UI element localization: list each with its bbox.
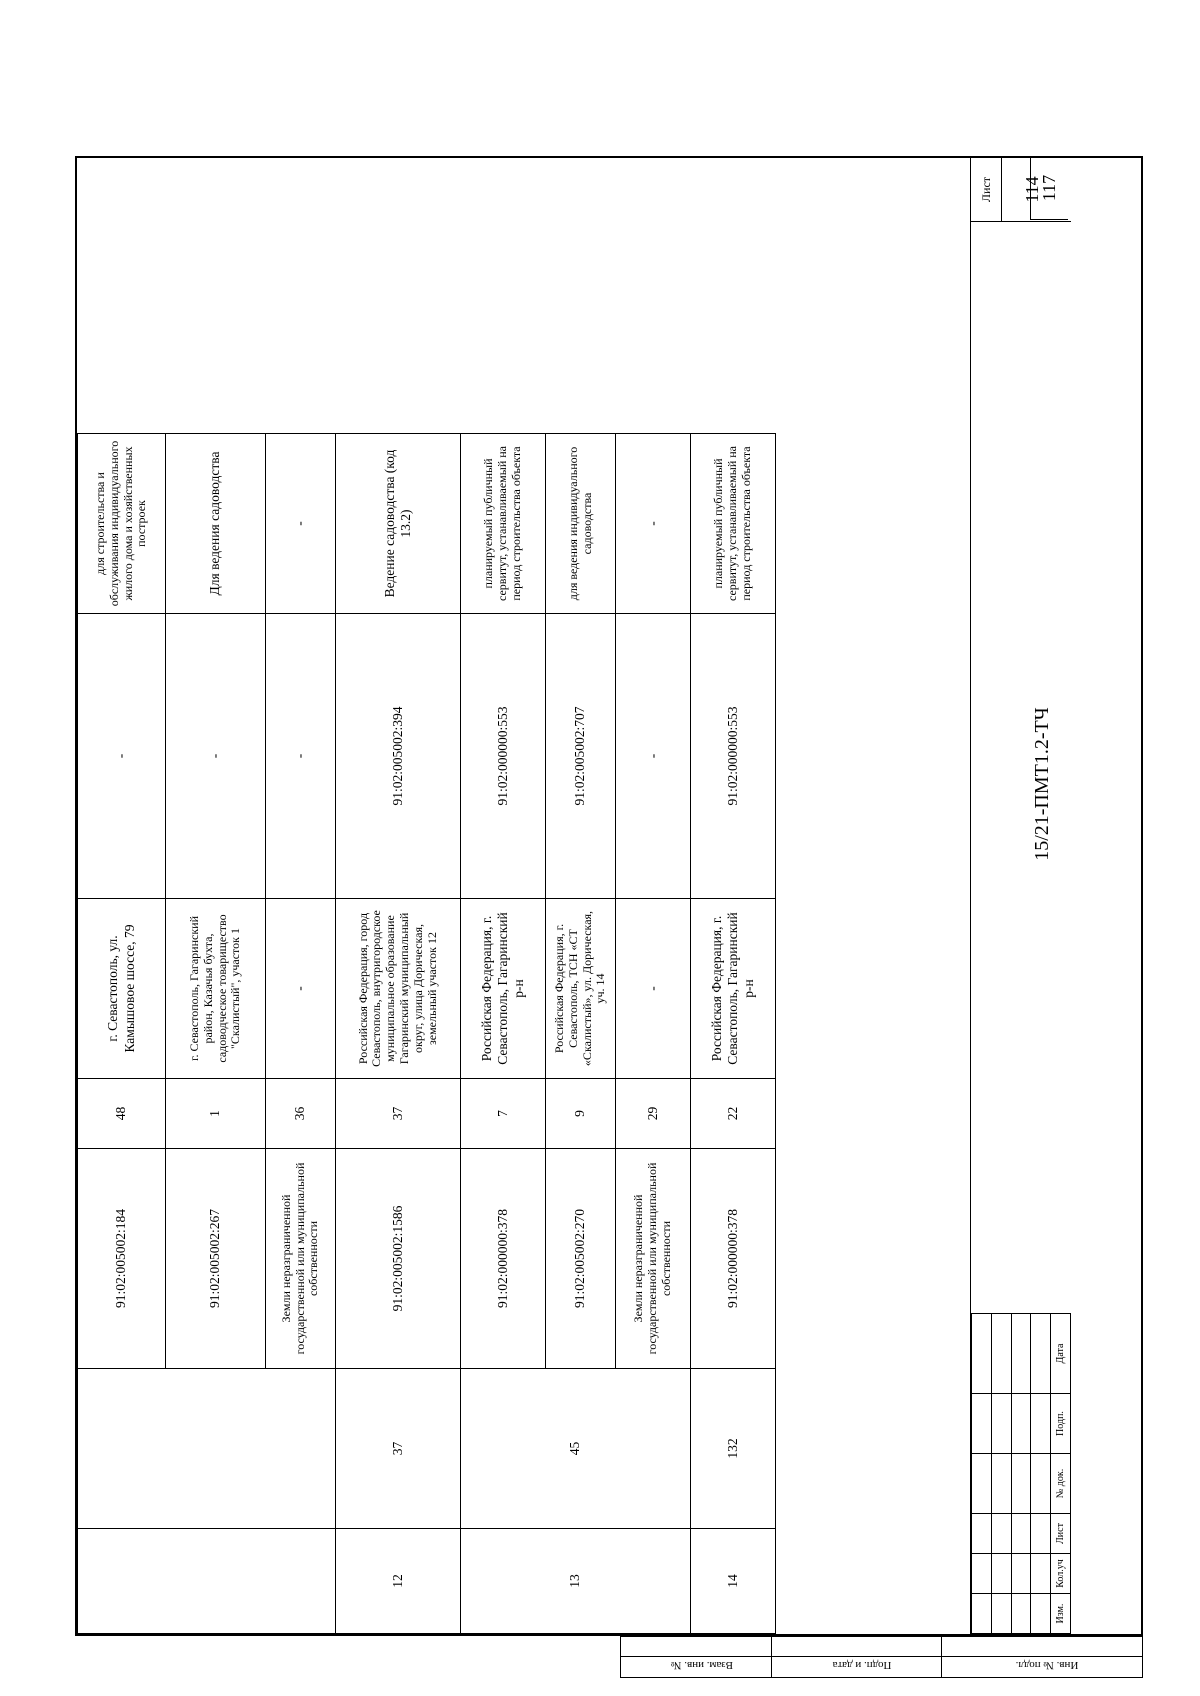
cell-part: 29 <box>616 1079 691 1149</box>
table-row <box>78 434 166 1634</box>
cell-address: г. Севастополь, ул. Камышовое шоссе, 79 <box>78 899 166 1079</box>
cell-cad: 91:02:005002:184 <box>78 1149 166 1369</box>
land-plots-table <box>77 433 776 1634</box>
cell-part: 1 <box>166 1079 266 1149</box>
cell-cad2: 91:02:005002:707 <box>546 614 616 899</box>
cell-use: планируемый публичный сервитут, устанавливаемый на период строительства объекта <box>691 434 776 614</box>
side-label-podp: Подп. и дата <box>832 1659 892 1671</box>
cell-use: - <box>266 434 336 614</box>
cell-address: Российская Федерация, город Севастополь, внутригородское муниципальное образование Гагаринский муниципальный округ, улица Дорическая, земельный участок 12 <box>336 899 461 1079</box>
label-izm: Изм. <box>1051 1594 1071 1634</box>
cell-address: Российская Федерация, г. Севастополь, ТСН «СТ «Скалистый», ул. Дорическая, уч. 14 <box>546 899 616 1079</box>
cell-use: Ведение садоводства (код 13.2) <box>336 434 461 614</box>
cell-use: - <box>616 434 691 614</box>
cell-area <box>78 1369 336 1529</box>
cell-use: для строительства и обслуживания индивидуального жилого дома и хозяйственных построек <box>78 434 166 614</box>
table-row <box>691 434 776 1634</box>
cell-address: - <box>266 899 336 1079</box>
document-code: 15/21-ПМТ1.2-ТЧ <box>1031 707 1053 861</box>
cell-part: 36 <box>266 1079 336 1149</box>
revision-grid <box>971 1313 1071 1634</box>
cell-cad2: - <box>616 614 691 899</box>
cell-cad: 91:02:000000:378 <box>461 1149 546 1369</box>
cell-num: 12 <box>336 1529 461 1634</box>
side-label-vzam: Взам. инв. № <box>671 1659 733 1671</box>
label-n-dok: № док. <box>1051 1454 1071 1514</box>
sheet-label: Лист <box>971 158 1002 221</box>
cell-cad: 91:02:005002:267 <box>166 1149 266 1369</box>
cell-cad2: 91:02:005002:394 <box>336 614 461 899</box>
cell-use: для ведения индивидуального садоводства <box>546 434 616 614</box>
side-stamp-strip <box>620 1636 1143 1678</box>
side-label-inv: Инв. № подл. <box>1015 1659 1079 1671</box>
cell-part: 9 <box>546 1079 616 1149</box>
cell-cad: Земли неразграниченной государственной или муниципальной собственности <box>266 1149 336 1369</box>
rotated-sheet <box>0 72 1200 1696</box>
page-number: 117 <box>1030 156 1068 220</box>
cell-area: 37 <box>336 1369 461 1529</box>
cell-part: 22 <box>691 1079 776 1149</box>
cell-area: 45 <box>461 1369 691 1529</box>
cell-num: 14 <box>691 1529 776 1634</box>
cell-cad: 91:02:000000:378 <box>691 1149 776 1369</box>
cell-cad: 91:02:005002:1586 <box>336 1149 461 1369</box>
cell-cad2: - <box>78 614 166 899</box>
cell-address: Российская Федерация, г. Севастополь, Гагаринский р-н <box>691 899 776 1079</box>
title-block <box>970 158 1144 1634</box>
cell-cad2: - <box>266 614 336 899</box>
cell-cad2: 91:02:000000:553 <box>461 614 546 899</box>
sheet-number: 114 <box>1022 176 1042 203</box>
cell-address: Российская Федерация, г. Севастополь, Гагаринский р-н <box>461 899 546 1079</box>
page-frame <box>75 156 1143 1636</box>
table-row <box>461 434 546 1634</box>
table-row <box>336 434 461 1634</box>
cell-part: 48 <box>78 1079 166 1149</box>
cell-cad: 91:02:005002:270 <box>546 1149 616 1369</box>
cell-address: - <box>616 899 691 1079</box>
cell-use: планируемый публичный сервитут, устанавливаемый на период строительства объекта <box>461 434 546 614</box>
cell-area: 132 <box>691 1369 776 1529</box>
cell-part: 7 <box>461 1079 546 1149</box>
label-podp: Подп. <box>1051 1394 1071 1454</box>
label-list: Лист <box>1051 1514 1071 1554</box>
cell-cad2: 91:02:000000:553 <box>691 614 776 899</box>
cell-cad: Земли неразграниченной государственной или муниципальной собственности <box>616 1149 691 1369</box>
label-kol-uch: Кол.уч <box>1051 1554 1071 1594</box>
cell-address: г. Севастополь, Гагаринский район, Казачья бухта, садоводческое товарищество "Скалистый", участок 1 <box>166 899 266 1079</box>
cell-cad2: - <box>166 614 266 899</box>
cell-num: 13 <box>461 1529 691 1634</box>
cell-num <box>78 1529 336 1634</box>
cell-use: Для ведения садоводства <box>166 434 266 614</box>
label-data: Дата <box>1051 1314 1071 1394</box>
cell-part: 37 <box>336 1079 461 1149</box>
